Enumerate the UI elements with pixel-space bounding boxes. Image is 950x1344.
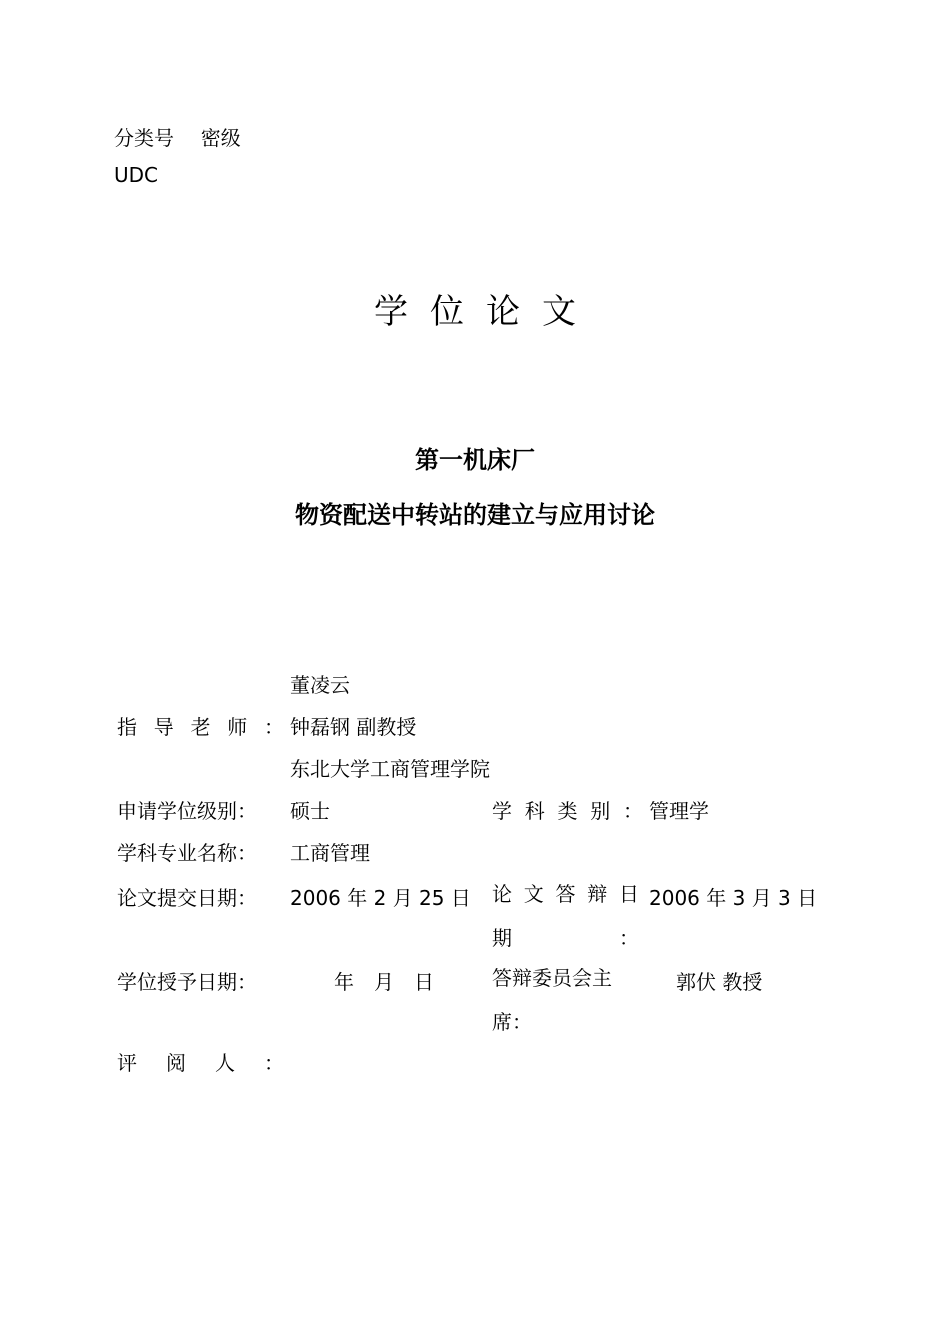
secret-label: 密级 xyxy=(200,126,241,150)
reviewer-label-char: 评 xyxy=(117,1050,137,1075)
submit-date-value: 2006 年 2 月 25 日 xyxy=(290,886,471,910)
defense-date-label-char: 期 xyxy=(492,926,512,950)
subject-category-label-char: 学 xyxy=(492,798,512,823)
defense-date-value: 2006 年 3 月 3 日 xyxy=(649,886,818,910)
defense-date-label xyxy=(492,872,649,956)
reviewer-label xyxy=(117,1040,290,1082)
empty-cell xyxy=(492,662,649,704)
empty-cell xyxy=(492,1040,649,1082)
advisor-value: 钟磊钢 副教授 xyxy=(290,714,417,739)
subject-category-label xyxy=(492,788,649,830)
subject-category-label-char: ： xyxy=(623,798,643,823)
classification-row xyxy=(114,122,241,151)
empty-cell xyxy=(290,1040,492,1082)
committee-chair-label xyxy=(492,956,649,1040)
committee-chair-label-line2: 席： xyxy=(492,1010,532,1034)
thesis-info-table xyxy=(117,662,837,1082)
classification-label: 分类号 xyxy=(114,126,174,150)
advisor-label-char: 师 xyxy=(227,714,248,739)
reviewer-label-char: 阅 xyxy=(166,1050,186,1075)
udc-label: UDC xyxy=(114,163,159,187)
empty-cell xyxy=(649,830,837,872)
major-label: 学科专业名称： xyxy=(117,840,257,865)
subject-category-value: 管理学 xyxy=(649,798,709,823)
subject-category-label-char: 别 xyxy=(590,798,611,823)
thesis-title-line1: 第一机床厂 xyxy=(415,446,535,474)
defense-date-label-char: 答 xyxy=(555,882,576,906)
grant-date-value: 年 月 日 xyxy=(334,970,434,994)
defense-date-label-char: 辩 xyxy=(587,882,608,906)
major-value: 工商管理 xyxy=(290,840,370,865)
document-type-title: 学位论文 xyxy=(374,292,598,332)
subject-category-label-char: 类 xyxy=(557,798,578,823)
empty-cell xyxy=(649,1040,837,1082)
thesis-title-line2: 物资配送中转站的建立与应用讨论 xyxy=(295,501,655,529)
empty-cell xyxy=(649,704,837,746)
submit-date-label: 论文提交日期： xyxy=(117,886,257,910)
advisor-label-char: 导 xyxy=(153,714,174,739)
advisor-label-char: 指 xyxy=(117,714,137,739)
empty-cell xyxy=(492,704,649,746)
defense-date-label-char: 文 xyxy=(523,882,544,906)
author-value: 董凌云 xyxy=(290,672,350,697)
committee-chair-label-line1: 答辩委员会主 xyxy=(492,966,612,990)
degree-level-value: 硕士 xyxy=(290,798,330,823)
defense-date-label-char: 论 xyxy=(492,882,512,906)
reviewer-label-char: ： xyxy=(264,1050,284,1075)
advisor-label-char: ： xyxy=(264,714,284,739)
author-label-cell xyxy=(117,662,290,704)
grant-date-label: 学位授予日期： xyxy=(117,970,257,994)
defense-date-label-char: 日 xyxy=(619,882,639,906)
defense-date-label-char: ： xyxy=(619,926,639,950)
advisor-label-char: 老 xyxy=(190,714,211,739)
advisor-label xyxy=(117,704,290,746)
reviewer-label-char: 人 xyxy=(215,1050,235,1075)
degree-level-label: 申请学位级别： xyxy=(117,798,257,823)
subject-category-label-char: 科 xyxy=(524,798,545,823)
empty-cell xyxy=(492,830,649,872)
empty-cell xyxy=(649,746,837,788)
empty-cell xyxy=(117,746,290,788)
empty-cell xyxy=(649,662,837,704)
committee-chair-value: 郭伏 教授 xyxy=(676,970,763,994)
school-value: 东北大学工商管理学院 xyxy=(290,756,490,781)
